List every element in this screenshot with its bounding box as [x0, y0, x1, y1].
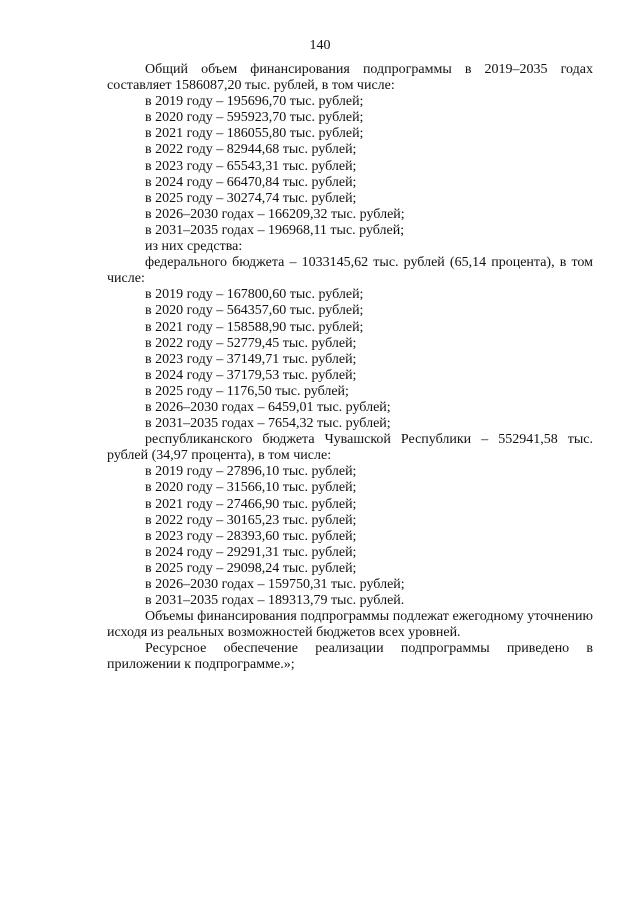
funding-adjustment-paragraph: Объемы финансирования подпрограммы подлежат ежегодному уточнению исходя из реальных возможностей бюджетов всех уровней. — [107, 609, 593, 641]
list-item: в 2021 году – 158588,90 тыс. рублей; — [145, 319, 364, 335]
list-item: в 2025 году – 1176,50 тыс. рублей; — [145, 383, 349, 399]
list-item: в 2023 году – 28393,60 тыс. рублей; — [145, 528, 357, 544]
page-number: 140 — [309, 38, 331, 53]
list-item: в 2022 году – 82944,68 тыс. рублей; — [145, 142, 357, 158]
list-item: в 2031–2035 годах – 196968,11 тыс. рублей; — [145, 222, 405, 238]
total-funding-paragraph: Общий объем финансирования подпрограммы в 2019–2035 годах составляет 1586087,20 тыс. рублей, в том числе: — [107, 62, 593, 94]
list-item: в 2019 году – 195696,70 тыс. рублей; — [145, 94, 364, 110]
republic-funding-by-year-list — [107, 464, 593, 609]
list-item: в 2019 году – 27896,10 тыс. рублей; — [145, 464, 357, 480]
list-item: в 2020 году – 595923,70 тыс. рублей; — [145, 110, 364, 126]
federal-budget-paragraph: федерального бюджета – 1033145,62 тыс. рублей (65,14 процента), в том числе: — [107, 255, 593, 287]
list-item: в 2021 году – 27466,90 тыс. рублей; — [145, 496, 357, 512]
sources-intro: из них средства: — [145, 239, 243, 255]
list-item: в 2023 году – 37149,71 тыс. рублей; — [145, 351, 357, 367]
list-item: в 2019 году – 167800,60 тыс. рублей; — [145, 287, 364, 303]
list-item: в 2023 году – 65543,31 тыс. рублей; — [145, 158, 357, 174]
list-item: в 2022 году – 52779,45 тыс. рублей; — [145, 335, 357, 351]
total-funding-by-year-list — [107, 94, 593, 239]
list-item: в 2024 году – 66470,84 тыс. рублей; — [145, 174, 357, 190]
list-item: в 2025 году – 29098,24 тыс. рублей; — [145, 560, 357, 576]
list-item: в 2024 году – 37179,53 тыс. рублей; — [145, 367, 357, 383]
list-item: в 2026–2030 годах – 159750,31 тыс. рублей; — [145, 577, 405, 592]
list-item: в 2031–2035 годах – 189313,79 тыс. рублей. — [145, 593, 405, 609]
document-body — [107, 62, 593, 674]
resource-provision-paragraph: Ресурсное обеспечение реализации подпрограммы приведено в приложении к подпрограмме.»; — [107, 641, 593, 673]
list-item: в 2021 году – 186055,80 тыс. рублей; — [145, 126, 364, 142]
list-item: в 2020 году – 564357,60 тыс. рублей; — [145, 303, 364, 319]
federal-funding-by-year-list — [107, 287, 593, 432]
list-item: в 2026–2030 годах – 166209,32 тыс. рублей; — [145, 206, 405, 222]
list-item: в 2024 году – 29291,31 тыс. рублей; — [145, 544, 357, 560]
list-item: в 2026–2030 годах – 6459,01 тыс. рублей; — [145, 399, 391, 415]
list-item: в 2031–2035 годах – 7654,32 тыс. рублей; — [145, 416, 391, 432]
list-item: в 2020 году – 31566,10 тыс. рублей; — [145, 480, 357, 496]
list-item: в 2025 году – 30274,74 тыс. рублей; — [145, 190, 357, 206]
list-item: в 2022 году – 30165,23 тыс. рублей; — [145, 512, 357, 528]
republic-budget-paragraph: республиканского бюджета Чувашской Республики – 552941,58 тыс. рублей (34,97 процента), в том числе: — [107, 432, 593, 464]
